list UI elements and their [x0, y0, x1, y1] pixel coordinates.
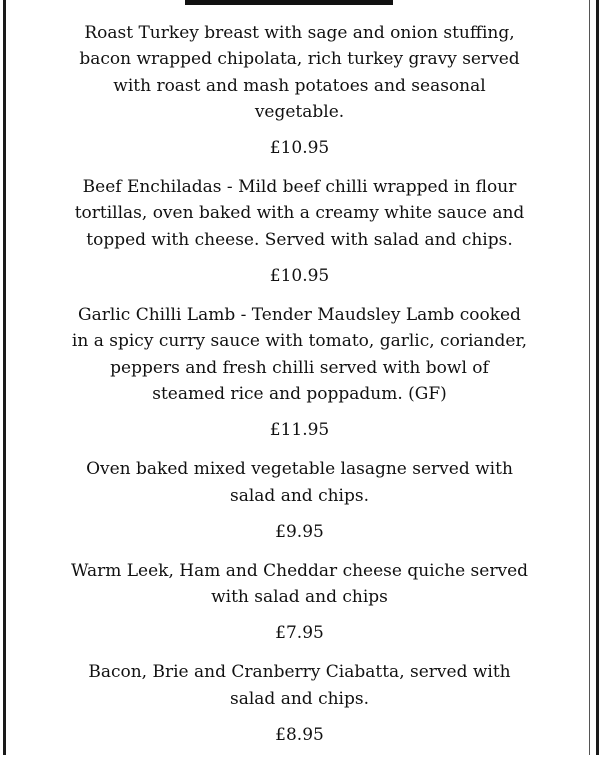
item-description — [12, 558, 587, 611]
page-border-right — [596, 0, 599, 755]
description-line: Garlic Chilli Lamb - Tender Maudsley Lamb cooked — [78, 305, 521, 326]
description-line: salad and chips. — [229, 485, 369, 506]
item-description — [12, 174, 587, 253]
description-line: Beef Enchiladas - Mild beef chilli wrapped in flour — [82, 177, 517, 198]
menu-item-beef-enchiladas — [12, 174, 587, 288]
item-description — [12, 302, 587, 407]
menu-item-garlic-chilli-lamb — [12, 302, 587, 442]
menu-item-roast-turkey — [12, 20, 587, 160]
cropped-heading — [185, 0, 393, 5]
description-line: Warm Leek, Ham and Cheddar cheese quiche served — [70, 560, 529, 581]
item-price: £9.95 — [275, 521, 324, 542]
description-line: tortillas, oven baked with a creamy white sauce and — [74, 203, 525, 224]
item-description — [12, 20, 587, 125]
description-line: bacon wrapped chipolata, rich turkey gravy served — [79, 49, 520, 70]
description-line: vegetable. — [254, 101, 345, 122]
item-description — [12, 456, 587, 509]
description-line: with salad and chips — [211, 587, 388, 608]
page-border-right-inner — [589, 0, 590, 755]
item-price: £10.95 — [269, 138, 330, 159]
menu-item-leek-ham-quiche — [12, 558, 587, 646]
item-price: £7.95 — [275, 623, 324, 644]
description-line: Bacon, Brie and Cranberry Ciabatta, served with — [88, 662, 511, 683]
item-price: £11.95 — [269, 420, 330, 441]
menu-list — [12, 20, 587, 761]
description-line: Roast Turkey breast with sage and onion stuffing, — [84, 23, 515, 43]
description-line: salad and chips. — [229, 688, 369, 709]
item-description — [12, 659, 587, 712]
description-line: steamed rice and poppadum. (GF) — [152, 383, 447, 404]
menu-item-vegetable-lasagne — [12, 456, 587, 544]
description-line: Oven baked mixed vegetable lasagne served with — [86, 459, 513, 480]
menu-item-bacon-brie-ciabatta — [12, 659, 587, 747]
description-line: with roast and mash potatoes and seasonal — [113, 75, 486, 96]
page-border-left — [3, 0, 6, 755]
item-price: £10.95 — [269, 266, 330, 287]
description-line: peppers and fresh chilli served with bowl of — [110, 357, 489, 378]
description-line: in a spicy curry sauce with tomato, garlic, coriander, — [71, 331, 528, 352]
item-price: £8.95 — [275, 725, 324, 746]
description-line: topped with cheese. Served with salad and chips. — [86, 229, 513, 250]
